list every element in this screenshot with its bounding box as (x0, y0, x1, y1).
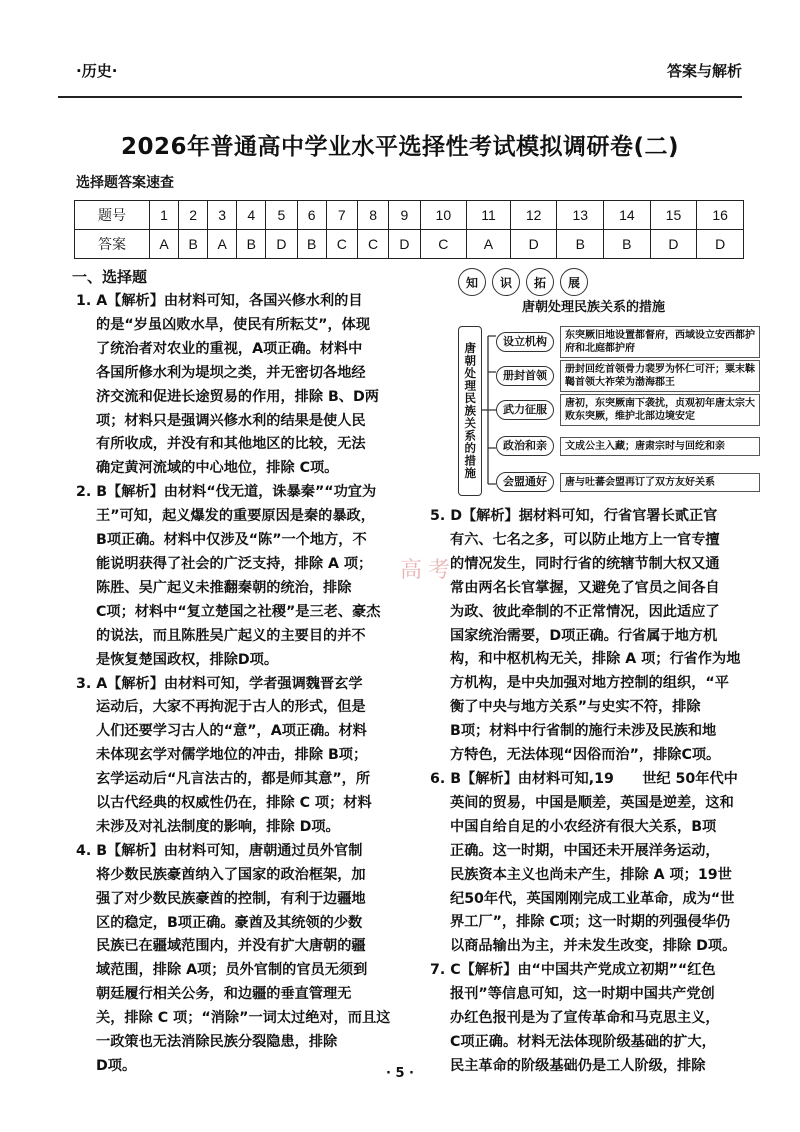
explanation-line: 中国自给自足的小农经济有很大关系，B项 (450, 818, 717, 835)
explanation-line: 纪50年代，英国刚刚完成工业革命，成为“世 (450, 890, 735, 907)
explanation-line: 为政、彼此牵制的不正常情况，因此适应了 (450, 603, 720, 620)
explanation-line: 民主革命的阶级基础仍是工人阶级，排除 (450, 1057, 706, 1074)
row-label-answer: 答案 (75, 230, 150, 259)
question-number-cell: 2 (179, 201, 208, 230)
answer-cell: A (467, 230, 511, 259)
explanation-line: 以商品输出为主，并未发生改变，排除 D项。 (450, 938, 737, 955)
question-number-cell: 15 (650, 201, 697, 230)
explanation-line: 有所收成，并没有和其他地区的比较，无法 (96, 436, 366, 453)
explanation-line: 界工厂”，排除 C项；这一时期的列强侵华仍 (450, 914, 731, 931)
knowledge-row (496, 394, 760, 426)
explanation-line: 区的稳定，B项正确。豪酋及其统领的少数 (96, 914, 363, 931)
knowledge-badge: 展 (560, 268, 588, 296)
question-number-cell: 11 (467, 201, 511, 230)
explanation-line: 2. B【解析】由材料“伐无道，诛暴秦”“功宜为 (76, 484, 377, 501)
explanation-line: 强了对少数民族豪酋的控制，有利于边疆地 (96, 890, 366, 907)
knowledge-measure-label: 政治和亲 (496, 436, 554, 456)
explanation-line: 的情况发生，同时行省的统辖节制大权又通 (450, 555, 720, 572)
knowledge-row (496, 360, 760, 392)
explanation-line: 英间的贸易，中国是顺差，英国是逆差，这和 (450, 794, 734, 811)
knowledge-measure-desc: 东突厥旧地设置都督府，西域设立安西都护府和北庭都护府 (560, 326, 760, 358)
knowledge-measure-label: 会盟通好 (496, 472, 554, 492)
section-heading-choice: 一、选择题 (72, 268, 148, 286)
explanation-item (430, 768, 750, 959)
answer-cell: B (179, 230, 208, 259)
answer-cell: C (357, 230, 388, 259)
knowledge-row (496, 326, 760, 358)
knowledge-measure-label: 册封首领 (496, 366, 554, 386)
answer-cell: B (297, 230, 326, 259)
answer-cell: B (557, 230, 604, 259)
explanation-line: 一政策也无法消除民族分裂隐患，排除 (96, 1034, 338, 1051)
explanation-line: 未体现玄学对儒学地位的冲击，排除 B项； (96, 747, 368, 764)
knowledge-measure-label: 武力征服 (496, 400, 554, 420)
explanation-line: D项。 (96, 1058, 137, 1074)
explanation-line: B项；材料中行省制的施行未涉及民族和地 (450, 723, 717, 740)
explanation-line: 关，排除 C 项；“消除”一词太过绝对，而且这 (96, 1010, 391, 1027)
knowledge-box-title: 唐朝处理民族关系的措施 (522, 300, 666, 315)
answer-cell: C (326, 230, 357, 259)
question-number-cell: 5 (266, 201, 297, 230)
explanation-line: 将少数民族豪酋纳入了国家的政治框架，加 (96, 866, 366, 883)
watermark-text: 高考 (400, 558, 457, 583)
knowledge-measure-desc: 文成公主入藏；唐肃宗时与回纥和亲 (560, 437, 760, 456)
explanation-line: 王”可知，起义爆发的重要原因是秦的暴政， (96, 508, 375, 525)
header-divider (58, 96, 742, 98)
question-number-cell: 3 (208, 201, 237, 230)
explanation-line: 正确。这一时期，中国还未开展洋务运动， (450, 842, 720, 859)
explanation-line: C项；材料中“复立楚国之社稷”是三老、豪杰 (96, 603, 381, 620)
explanation-line: 域范围，排除 A项；员外官制的官员无须到 (96, 962, 368, 979)
explanation-item (430, 505, 750, 768)
knowledge-measure-label: 设立机构 (496, 332, 554, 352)
answer-cell: D (510, 230, 557, 259)
page-number: · 5 · (386, 1066, 414, 1081)
question-number-cell: 13 (557, 201, 604, 230)
knowledge-extension-box (452, 268, 755, 500)
brace-icon (480, 330, 496, 490)
question-number-cell: 6 (297, 201, 326, 230)
explanation-line: 常由两名长官掌握，又避免了官员之间各自 (450, 579, 720, 596)
explanation-line: 了统治者对农业的重视，A项正确。材料中 (96, 340, 363, 357)
explanation-line: 是恢复楚国政权，排除D项。 (96, 651, 279, 668)
explanation-line: 5. D【解析】据材料可知，行省官署长贰正官 (430, 508, 718, 524)
answer-cell: C (420, 230, 467, 259)
explanation-line: 的说法，而且陈胜吴广起义的主要目的并不 (96, 627, 366, 644)
answer-cell: D (266, 230, 297, 259)
answer-cell: B (604, 230, 651, 259)
explanation-line: 能说明获得了社会的广泛支持，排除 A 项； (96, 555, 373, 572)
explanation-line: 各国所修水利为堤坝之类，并无密切各地经 (96, 364, 366, 381)
answer-quick-check-label: 选择题答案速查 (76, 175, 174, 191)
explanation-line: 的是“岁虽凶败水旱，使民有所耘艾”，体现 (96, 316, 371, 333)
question-number-cell: 10 (420, 201, 467, 230)
explanation-line: 6. B【解析】由材料可知,19 世纪 50年代中 (430, 770, 738, 787)
left-column-explanations (76, 290, 406, 1079)
section-label-header: 答案与解析 (666, 62, 742, 80)
explanation-line: 报刊”等信息可知，这一时期中国共产党创 (450, 986, 715, 1003)
explanation-item (430, 959, 750, 1079)
knowledge-badge: 识 (492, 268, 520, 296)
explanation-line: 4. B【解析】由材料可知，唐朝通过员外官制 (76, 842, 363, 859)
explanation-line: 运动后，大家不再拘泥于古人的形式，但是 (96, 699, 366, 716)
question-number-cell: 1 (150, 201, 179, 230)
explanation-item (76, 840, 406, 1079)
knowledge-row (496, 472, 760, 492)
subject-label: ·历史· (76, 62, 118, 80)
explanation-line: 构，和中枢机构无关，排除 A 项；行省作为地 (450, 651, 741, 668)
explanation-item (76, 481, 406, 672)
right-column-explanations (430, 505, 750, 1079)
knowledge-badge: 知 (458, 268, 486, 296)
explanation-line: 民族已在疆域范围内，并没有扩大唐朝的疆 (96, 938, 366, 955)
explanation-line: 1. A【解析】由材料可知，各国兴修水利的目 (76, 293, 363, 309)
explanation-line: 3. A【解析】由材料可知，学者强调魏晋玄学 (76, 675, 363, 692)
explanation-line: 方特色，无法体现“因俗而治”，排除C项。 (450, 747, 721, 764)
row-label-number: 题号 (75, 201, 150, 230)
explanation-line: 朝廷履行相关公务，和边疆的垂直管理无 (96, 986, 352, 1003)
question-number-cell: 9 (389, 201, 420, 230)
knowledge-vertical-text: 唐朝处理民族关系的措施 (463, 342, 478, 480)
question-number-cell: 7 (326, 201, 357, 230)
question-number-cell: 4 (237, 201, 266, 230)
explanation-line: B项正确。材料中仅涉及“陈”一个地方，不 (96, 532, 367, 549)
knowledge-badges (458, 268, 588, 296)
explanation-line: 7. C【解析】由“中国共产党成立初期”“红色 (430, 962, 716, 979)
answer-table-number-row (75, 201, 744, 230)
explanation-line: 以古代经典的权威性仍在，排除 C 项；材料 (96, 795, 372, 812)
answer-cell: D (697, 230, 744, 259)
knowledge-measure-desc: 唐初，东突厥南下袭扰，贞观初年唐太宗大败东突厥，维护北部边境安定 (560, 394, 760, 426)
question-number-cell: 14 (604, 201, 651, 230)
answer-cell: D (650, 230, 697, 259)
explanation-item (76, 290, 406, 481)
answer-cell: A (208, 230, 237, 259)
knowledge-vertical-label (458, 326, 482, 496)
question-number-cell: 16 (697, 201, 744, 230)
explanation-line: 确定黄河流域的中心地位，排除 C项。 (96, 460, 339, 477)
knowledge-badge: 拓 (526, 268, 554, 296)
answer-cell: A (150, 230, 179, 259)
explanation-line: 济交流和促进长途贸易的作用，排除 B、D两 (96, 388, 379, 405)
explanation-line: 未涉及对礼法制度的影响，排除 D项。 (96, 818, 340, 835)
knowledge-measure-desc: 册封回纥首领骨力裴罗为怀仁可汗；粟末靺鞨首领大祚荣为渤海郡王 (560, 360, 760, 392)
explanation-line: 有六、七名之多，可以防止地方上一官专擅 (450, 531, 720, 548)
explanation-item (76, 673, 406, 840)
explanation-line: 民族资本主义也尚未产生，排除 A 项；19世 (450, 866, 732, 883)
knowledge-measure-desc: 唐与吐蕃会盟再订了双方友好关系 (560, 473, 760, 492)
explanation-line: C项正确。材料无法体现阶级基础的扩大， (450, 1033, 716, 1050)
explanation-line: 衡了中央与地方关系”与史实不符，排除 (450, 699, 701, 716)
explanation-line: 陈胜、吴广起义未推翻秦朝的统治，排除 (96, 579, 352, 596)
explanation-line: 玄学运动后“凡言法古的，都是师其意”，所 (96, 771, 371, 788)
answer-table-answer-row (75, 230, 744, 259)
question-number-cell: 12 (510, 201, 557, 230)
explanation-line: 项；材料只是强调兴修水利的结果是使人民 (96, 412, 366, 429)
explanation-line: 办红色报刊是为了宣传革命和马克思主义， (450, 1010, 720, 1027)
explanation-line: 国家统治需要，D项正确。行省属于地方机 (450, 627, 718, 644)
answer-cell: D (389, 230, 420, 259)
answer-cell: B (237, 230, 266, 259)
explanation-line: 人们还要学习古人的“意”，A项正确。材料 (96, 723, 367, 740)
question-number-cell: 8 (357, 201, 388, 230)
explanation-line: 方机构，是中央加强对地方控制的组织，“平 (450, 675, 729, 692)
answer-table (74, 200, 744, 259)
page-title: 2026年普通高中学业水平选择性考试模拟调研卷(二) (120, 134, 680, 160)
knowledge-row (496, 436, 760, 456)
